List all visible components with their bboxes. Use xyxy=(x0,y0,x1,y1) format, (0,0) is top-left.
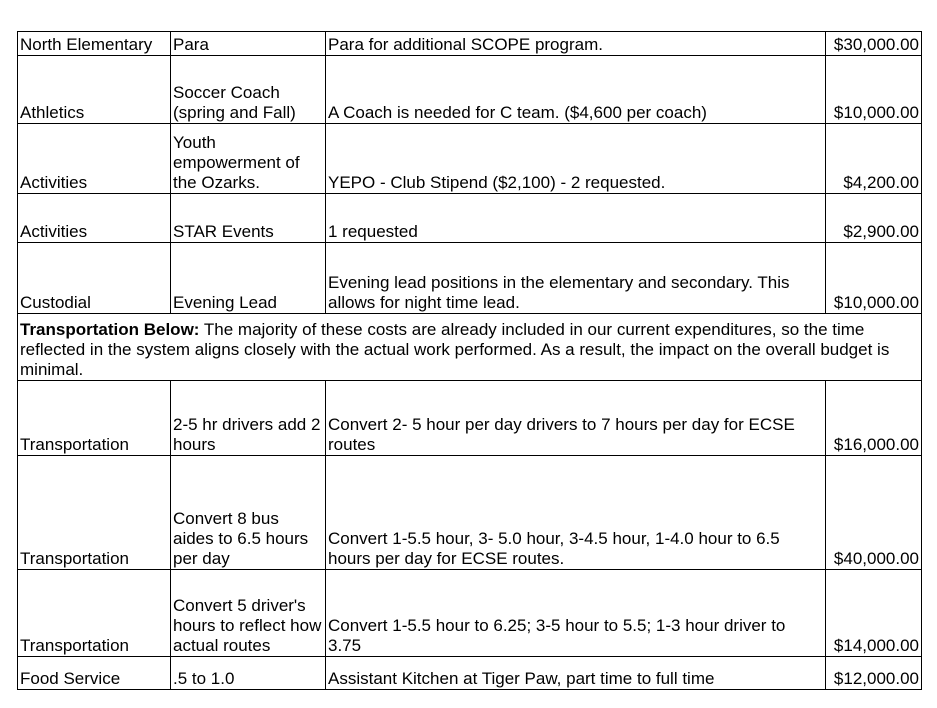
department-cell: Food Service xyxy=(18,657,171,690)
department-cell: Athletics xyxy=(18,56,171,124)
position-cell: .5 to 1.0 xyxy=(171,657,326,690)
table-row xyxy=(18,56,922,124)
amount-cell: $4,200.00 xyxy=(826,124,922,194)
position-cell: Para xyxy=(171,32,326,56)
description-cell: Convert 1-5.5 hour to 6.25; 3-5 hour to 5.5; 1-3 hour driver to 3.75 xyxy=(326,570,826,657)
department-cell: Transportation xyxy=(18,570,171,657)
note-text: The majority of these costs are already included in our current expenditures, so the time reflected in the system aligns closely with the actual work performed. As a result, the impact on the overall budget is minimal. xyxy=(20,320,890,379)
amount-cell: $10,000.00 xyxy=(826,56,922,124)
amount-cell: $2,900.00 xyxy=(826,194,922,243)
amount-cell: $40,000.00 xyxy=(826,456,922,570)
table-row xyxy=(18,570,922,657)
amount-cell: $14,000.00 xyxy=(826,570,922,657)
position-cell: Convert 8 bus aides to 6.5 hours per day xyxy=(171,456,326,570)
description-cell: Assistant Kitchen at Tiger Paw, part time to full time xyxy=(326,657,826,690)
table-row xyxy=(18,381,922,456)
table-row xyxy=(18,124,922,194)
description-cell: 1 requested xyxy=(326,194,826,243)
position-cell: Convert 5 driver's hours to reflect how actual routes xyxy=(171,570,326,657)
amount-cell: $30,000.00 xyxy=(826,32,922,56)
amount-cell: $16,000.00 xyxy=(826,381,922,456)
department-cell: Transportation xyxy=(18,381,171,456)
table-row xyxy=(18,194,922,243)
table-row xyxy=(18,657,922,690)
note-heading: Transportation Below: xyxy=(20,320,200,339)
department-cell: Activities xyxy=(18,124,171,194)
transportation-note xyxy=(18,314,922,381)
table-row xyxy=(18,314,922,381)
table-row xyxy=(18,456,922,570)
description-cell: Para for additional SCOPE program. xyxy=(326,32,826,56)
budget-document xyxy=(17,31,922,690)
position-cell: 2-5 hr drivers add 2 hours xyxy=(171,381,326,456)
department-cell: North Elementary xyxy=(18,32,171,56)
department-cell: Transportation xyxy=(18,456,171,570)
description-cell: Evening lead positions in the elementary and secondary. This allows for night time lead. xyxy=(326,243,826,314)
table-row xyxy=(18,32,922,56)
position-cell: STAR Events xyxy=(171,194,326,243)
description-cell: Convert 1-5.5 hour, 3- 5.0 hour, 3-4.5 hour, 1-4.0 hour to 6.5 hours per day for ECSE routes. xyxy=(326,456,826,570)
position-cell: Youth empowerment of the Ozarks. xyxy=(171,124,326,194)
description-cell: A Coach is needed for C team. ($4,600 per coach) xyxy=(326,56,826,124)
description-cell: YEPO - Club Stipend ($2,100) - 2 requested. xyxy=(326,124,826,194)
department-cell: Custodial xyxy=(18,243,171,314)
position-cell: Evening Lead xyxy=(171,243,326,314)
table-row xyxy=(18,243,922,314)
budget-table xyxy=(17,31,922,690)
position-cell: Soccer Coach (spring and Fall) xyxy=(171,56,326,124)
amount-cell: $12,000.00 xyxy=(826,657,922,690)
description-cell: Convert 2- 5 hour per day drivers to 7 hours per day for ECSE routes xyxy=(326,381,826,456)
department-cell: Activities xyxy=(18,194,171,243)
amount-cell: $10,000.00 xyxy=(826,243,922,314)
